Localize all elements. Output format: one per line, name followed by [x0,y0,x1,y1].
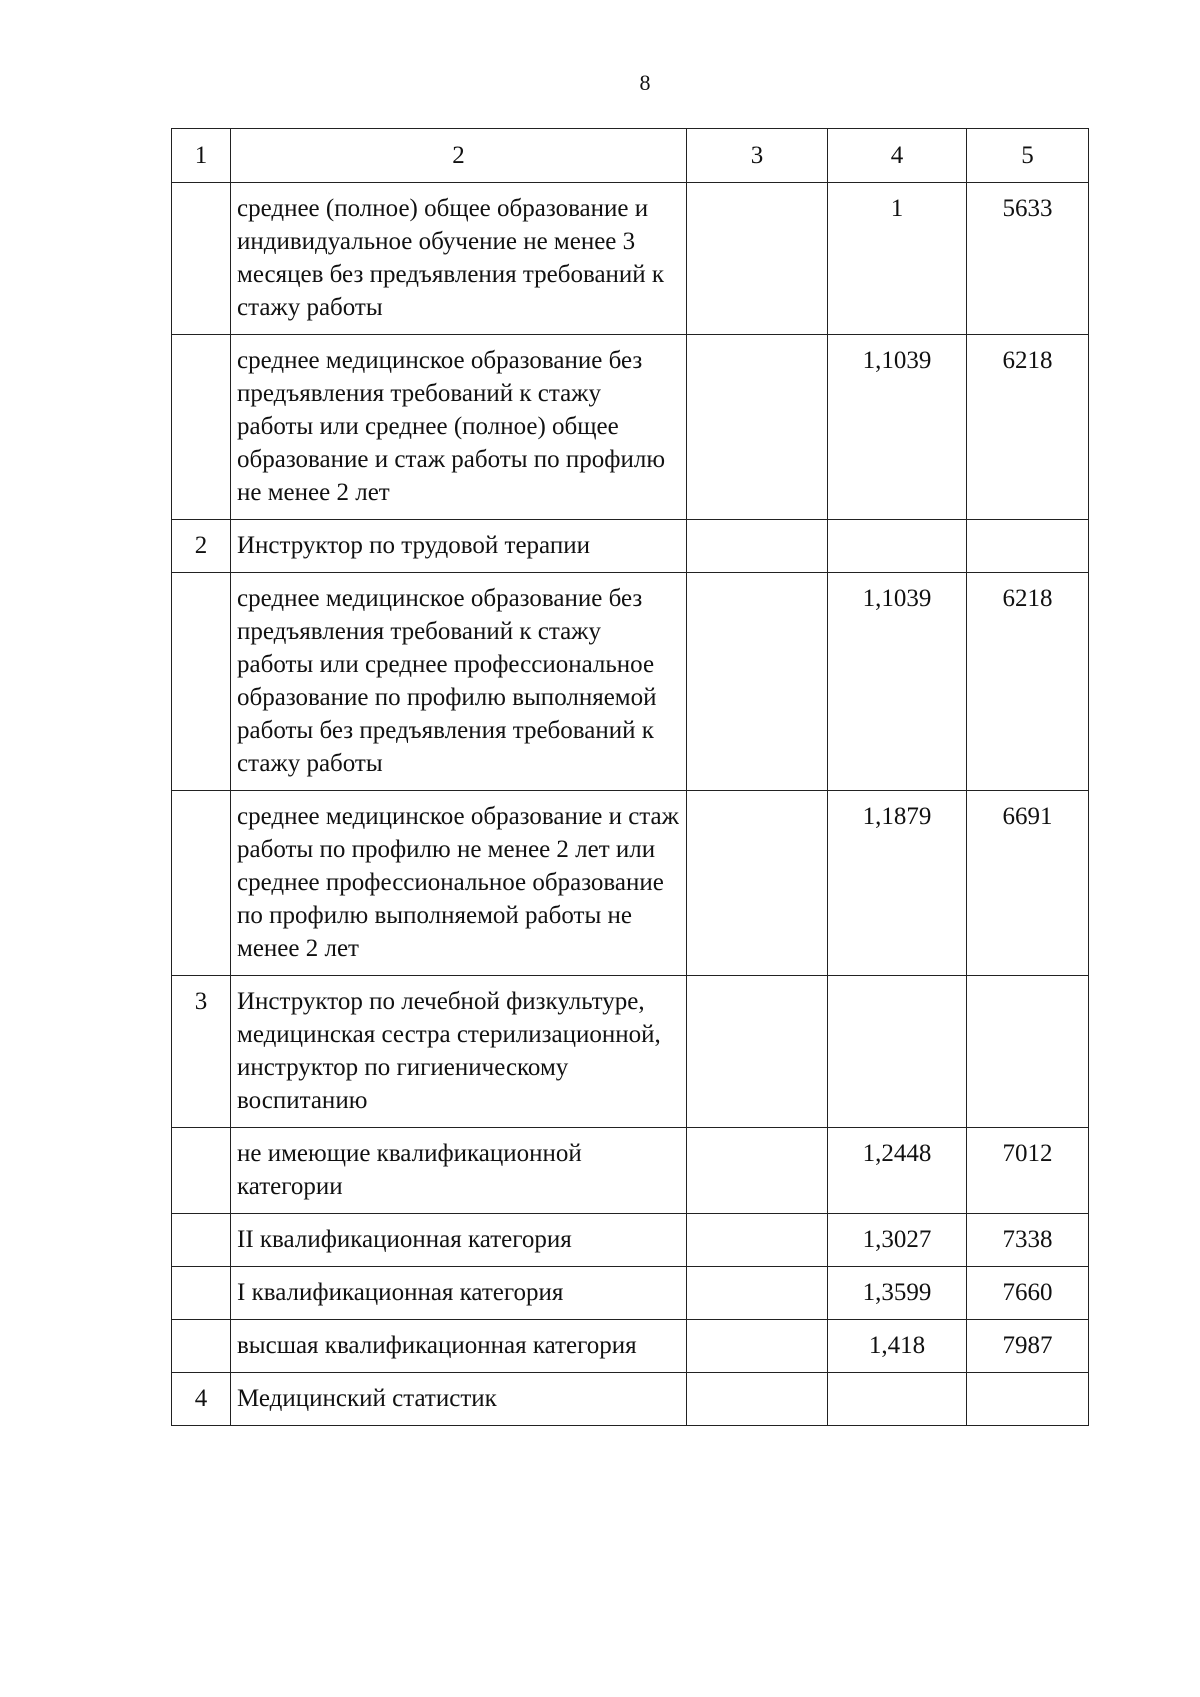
row-coefficient-cell: 1,1039 [828,573,967,791]
row-number-cell [172,335,231,520]
table-row [172,1214,1089,1267]
row-description-cell: II квалификационная категория [231,1214,687,1267]
table-row [172,520,1089,573]
row-coefficient-cell: 1,3027 [828,1214,967,1267]
row-number-cell [172,183,231,335]
row-number-cell [172,1214,231,1267]
table-row [172,573,1089,791]
header-cell: 3 [687,129,828,183]
row-col3-cell [687,1320,828,1373]
row-coefficient-cell: 1 [828,183,967,335]
row-description-cell: I квалификационная категория [231,1267,687,1320]
row-salary-cell: 7987 [967,1320,1089,1373]
row-number-cell: 2 [172,520,231,573]
row-col3-cell [687,1214,828,1267]
row-coefficient-cell [828,1373,967,1426]
table-row [172,1320,1089,1373]
page-number: 8 [639,70,651,95]
row-col3-cell [687,520,828,573]
header-cell: 4 [828,129,967,183]
row-number-cell [172,573,231,791]
row-col3-cell [687,1128,828,1214]
row-salary-cell: 7338 [967,1214,1089,1267]
row-number-cell [172,791,231,976]
row-col3-cell [687,1373,828,1426]
row-description-cell: не имеющие квалификационной категории [231,1128,687,1214]
row-number-cell: 4 [172,1373,231,1426]
row-col3-cell [687,573,828,791]
row-col3-cell [687,791,828,976]
row-coefficient-cell: 1,1879 [828,791,967,976]
row-number-cell [172,1267,231,1320]
table-row [172,183,1089,335]
table-row [172,976,1089,1128]
row-coefficient-cell: 1,1039 [828,335,967,520]
header-cell: 2 [231,129,687,183]
row-col3-cell [687,183,828,335]
row-coefficient-cell [828,520,967,573]
row-salary-cell: 6218 [967,335,1089,520]
row-coefficient-cell: 1,418 [828,1320,967,1373]
row-coefficient-cell: 1,3599 [828,1267,967,1320]
header-cell: 5 [967,129,1089,183]
row-number-cell [172,1320,231,1373]
row-col3-cell [687,335,828,520]
row-coefficient-cell: 1,2448 [828,1128,967,1214]
row-salary-cell: 6691 [967,791,1089,976]
row-number-cell: 3 [172,976,231,1128]
row-salary-cell: 6218 [967,573,1089,791]
qualification-salary-table [171,128,1089,1426]
row-description-cell: высшая квалификационная категория [231,1320,687,1373]
row-description-cell: среднее медицинское образование без предъявления требований к стажу работы или среднее (полное) общее образование и стаж работы по профилю не менее 2 лет [231,335,687,520]
row-salary-cell [967,520,1089,573]
table-row [172,791,1089,976]
row-col3-cell [687,976,828,1128]
row-number-cell [172,1128,231,1214]
row-salary-cell [967,1373,1089,1426]
row-salary-cell: 7660 [967,1267,1089,1320]
row-description-cell: среднее медицинское образование и стаж работы по профилю не менее 2 лет или среднее профессиональное образование по профилю выполняемой работы не менее 2 лет [231,791,687,976]
table-header-row [172,129,1089,183]
row-salary-cell: 5633 [967,183,1089,335]
row-col3-cell [687,1267,828,1320]
header-cell: 1 [172,129,231,183]
row-description-cell: Медицинский статистик [231,1373,687,1426]
row-coefficient-cell [828,976,967,1128]
row-description-cell: среднее медицинское образование без предъявления требований к стажу работы или среднее профессиональное образование по профилю выполняемой работы без предъявления требований к стажу работы [231,573,687,791]
row-description-cell: среднее (полное) общее образование и индивидуальное обучение не менее 3 месяцев без предъявления требований к стажу работы [231,183,687,335]
row-salary-cell [967,976,1089,1128]
row-description-cell: Инструктор по трудовой терапии [231,520,687,573]
table-row [172,1267,1089,1320]
table-row [172,1128,1089,1214]
row-salary-cell: 7012 [967,1128,1089,1214]
row-description-cell: Инструктор по лечебной физкультуре, медицинская сестра стерилизационной, инструктор по гигиеническому воспитанию [231,976,687,1128]
table-row [172,335,1089,520]
table-row [172,1373,1089,1426]
